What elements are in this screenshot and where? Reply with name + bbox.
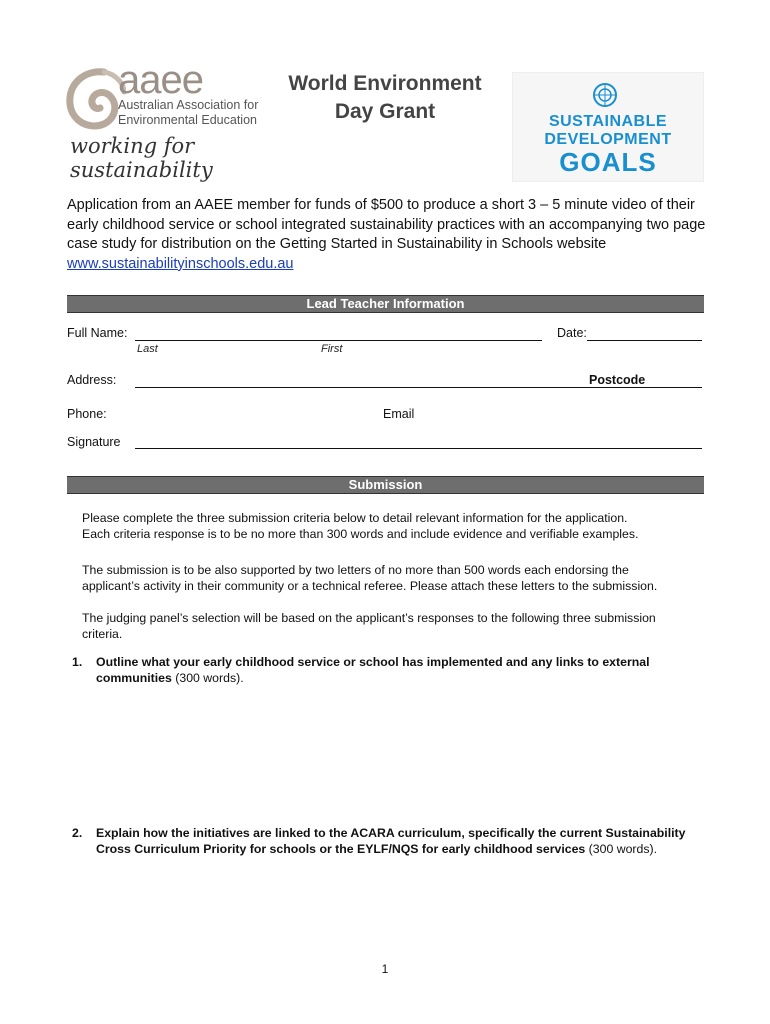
address-field[interactable]	[135, 387, 702, 388]
website-link[interactable]: www.sustainabilityinschools.edu.au	[67, 255, 294, 272]
date-field[interactable]	[587, 340, 702, 341]
address-label: Address:	[67, 373, 117, 387]
intro-text: Application from an AAEE member for funds of $500 to produce a short 3 – 5 minute video of their early childhood service or school integrated sustainability practices with an accompanying two page case study for distribution on the Getting Started in Sustainability in Schools website	[67, 197, 706, 252]
nautilus-shell-icon	[64, 66, 126, 132]
sdg-line1: SUSTAINABLE	[548, 113, 668, 130]
criterion-1-words: (300 words).	[171, 671, 244, 685]
page-title	[270, 70, 500, 126]
date-label: Date:	[557, 326, 587, 340]
lead-teacher-heading: Lead Teacher Information	[67, 295, 704, 313]
full-name-label: Full Name:	[67, 326, 128, 340]
aaee-logo	[64, 58, 264, 182]
un-emblem-icon	[591, 81, 619, 109]
submission-para-2: The submission is to be also supported by two letters of no more than 500 words each endorsing the applicant’s activity in their community or a technical referee. Please attach these letters to the submission.	[82, 563, 658, 593]
first-name-label: First	[321, 343, 343, 355]
sdg-line2: DEVELOPMENT	[544, 131, 672, 148]
aaee-brand: aaee	[118, 58, 203, 102]
title-line1: World Environment	[288, 72, 482, 95]
submission-heading: Submission	[67, 476, 704, 494]
email-label: Email	[383, 407, 415, 421]
aaee-tagline: working for sustainability	[70, 134, 213, 182]
full-name-field[interactable]	[135, 340, 542, 341]
criterion-2-number: 2.	[72, 826, 83, 840]
sdg-logo	[512, 72, 704, 182]
submission-para-3: The judging panel’s selection will be based on the applicant’s responses to the following three submission criteria.	[82, 611, 656, 641]
criterion-2-text: Explain how the initiatives are linked to the ACARA curriculum, specifically the current Sustainability Cross Curriculum Priority for schools or the EYLF/NQS for early childhood services	[96, 826, 686, 856]
criterion-2-words: (300 words).	[585, 842, 658, 856]
title-line2: Day Grant	[334, 100, 436, 123]
aaee-org-line2: Environmental Education	[118, 113, 257, 127]
criterion-1-number: 1.	[72, 655, 83, 669]
signature-field[interactable]	[135, 448, 702, 449]
criterion-2	[72, 825, 712, 857]
signature-label: Signature	[67, 435, 121, 449]
intro-paragraph	[67, 196, 707, 274]
phone-label: Phone:	[67, 407, 107, 421]
aaee-org-line1: Australian Association for	[118, 98, 259, 112]
sdg-goals: GOALS	[559, 147, 657, 177]
criterion-1	[72, 654, 712, 686]
postcode-label: Postcode	[589, 373, 646, 387]
criterion-1-text: Outline what your early childhood service or school has implemented and any links to external communities	[96, 655, 650, 685]
page-number: 1	[381, 962, 389, 976]
submission-para-1: Please complete the three submission criteria below to detail relevant information for the application. Each criteria response is to be no more than 300 words and include evidence and verifiable examples.	[82, 511, 639, 541]
last-name-label: Last	[137, 343, 158, 355]
